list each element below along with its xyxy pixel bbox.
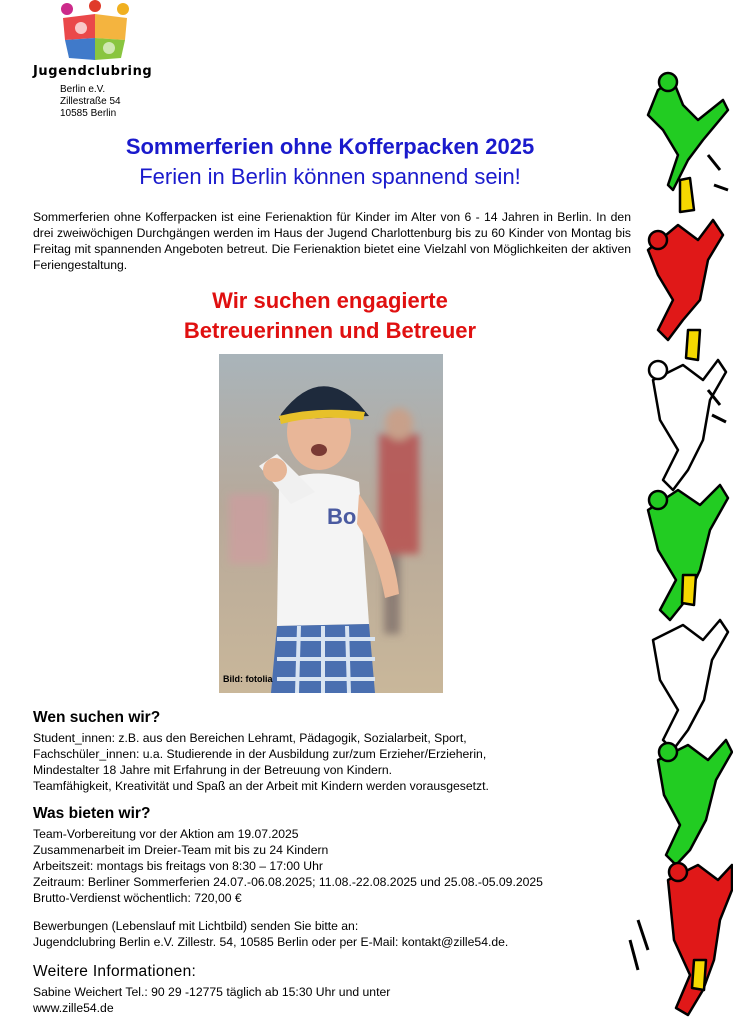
- was-line: Team-Vorbereitung vor der Aktion am 19.07.2025: [33, 827, 299, 841]
- page-subtitle: Ferien in Berlin können spannend sein!: [139, 164, 521, 189]
- wen-line: Student_innen: z.B. aus den Bereichen Lehramt, Pädagogik, Sozialarbeit, Sport,: [33, 731, 467, 745]
- section-heading-was: Was bieten wir?: [33, 805, 151, 822]
- callout-line-1: Wir suchen engagierte: [212, 288, 448, 313]
- address-line-2: Zillestraße 54: [60, 96, 121, 107]
- was-line: Arbeitszeit: montags bis freitags von 8:30 – 17:00 Uhr: [33, 859, 323, 873]
- decorative-figures-stack: [628, 60, 733, 1024]
- was-line: Zeitraum: Berliner Sommerferien 24.07.-06.08.2025; 11.08.-22.08.2025 und 25.08.-05.09.2025: [33, 875, 543, 889]
- was-line: Zusammenarbeit im Dreier-Team mit bis zu 24 Kindern: [33, 843, 329, 857]
- was-line: Brutto-Verdienst wöchentlich: 720,00 €: [33, 891, 242, 905]
- address-line-1: Berlin e.V.: [60, 84, 106, 95]
- intro-paragraph: Sommerferien ohne Kofferpacken ist eine Ferienaktion für Kinder im Alter von 6 - 14 Jahren in Berlin. In den drei zweiwöchigen Durchgängen werden im Haus der Jugend Charlottenburg bis zu 60 Kinder von Montag bis Freitag mit spannenden Angeboten betreut. Die Ferienaktion bietet eine Vielzahl von Möglichkeiten der aktiven Feriengestaltung.: [33, 210, 631, 272]
- photo-credit: Bild: fotolia: [223, 674, 273, 684]
- wen-line: Fachschüler_innen: u.a. Studierende in der Ausbildung zur/zum Erzieher/Erzieherin,: [33, 747, 487, 761]
- address-line-3: 10585 Berlin: [60, 108, 117, 119]
- wen-line: Mindestalter 18 Jahre mit Erfahrung in der Betreuung von Kindern.: [33, 763, 393, 777]
- jugendclubring-logo: [55, 0, 135, 62]
- photo-child-pointing: [219, 354, 443, 693]
- contact-line: Sabine Weichert Tel.: 90 29 -12775 täglich ab 15:30 Uhr und unter: [33, 985, 391, 999]
- page-title: Sommerferien ohne Kofferpacken 2025: [125, 134, 535, 159]
- website-link[interactable]: www.zille54.de: [33, 1001, 114, 1015]
- section-heading-wen: Wen suchen wir?: [33, 709, 161, 726]
- wen-line: Teamfähigkeit, Kreativität und Spaß an der Arbeit mit Kindern werden vorausgesetzt.: [33, 779, 489, 793]
- svg-text:Bo: Bo: [327, 504, 357, 529]
- org-name: Jugendclubring: [33, 64, 153, 79]
- more-info-heading: Weitere Informationen:: [33, 963, 197, 980]
- application-line-1: Bewerbungen (Lebenslauf mit Lichtbild) senden Sie bitte an:: [33, 919, 359, 933]
- callout-line-2: Betreuerinnen und Betreuer: [183, 318, 477, 343]
- application-line-2: Jugendclubring Berlin e.V. Zillestr. 54, 10585 Berlin oder per E-Mail: kontakt@zille54.de.: [33, 935, 509, 949]
